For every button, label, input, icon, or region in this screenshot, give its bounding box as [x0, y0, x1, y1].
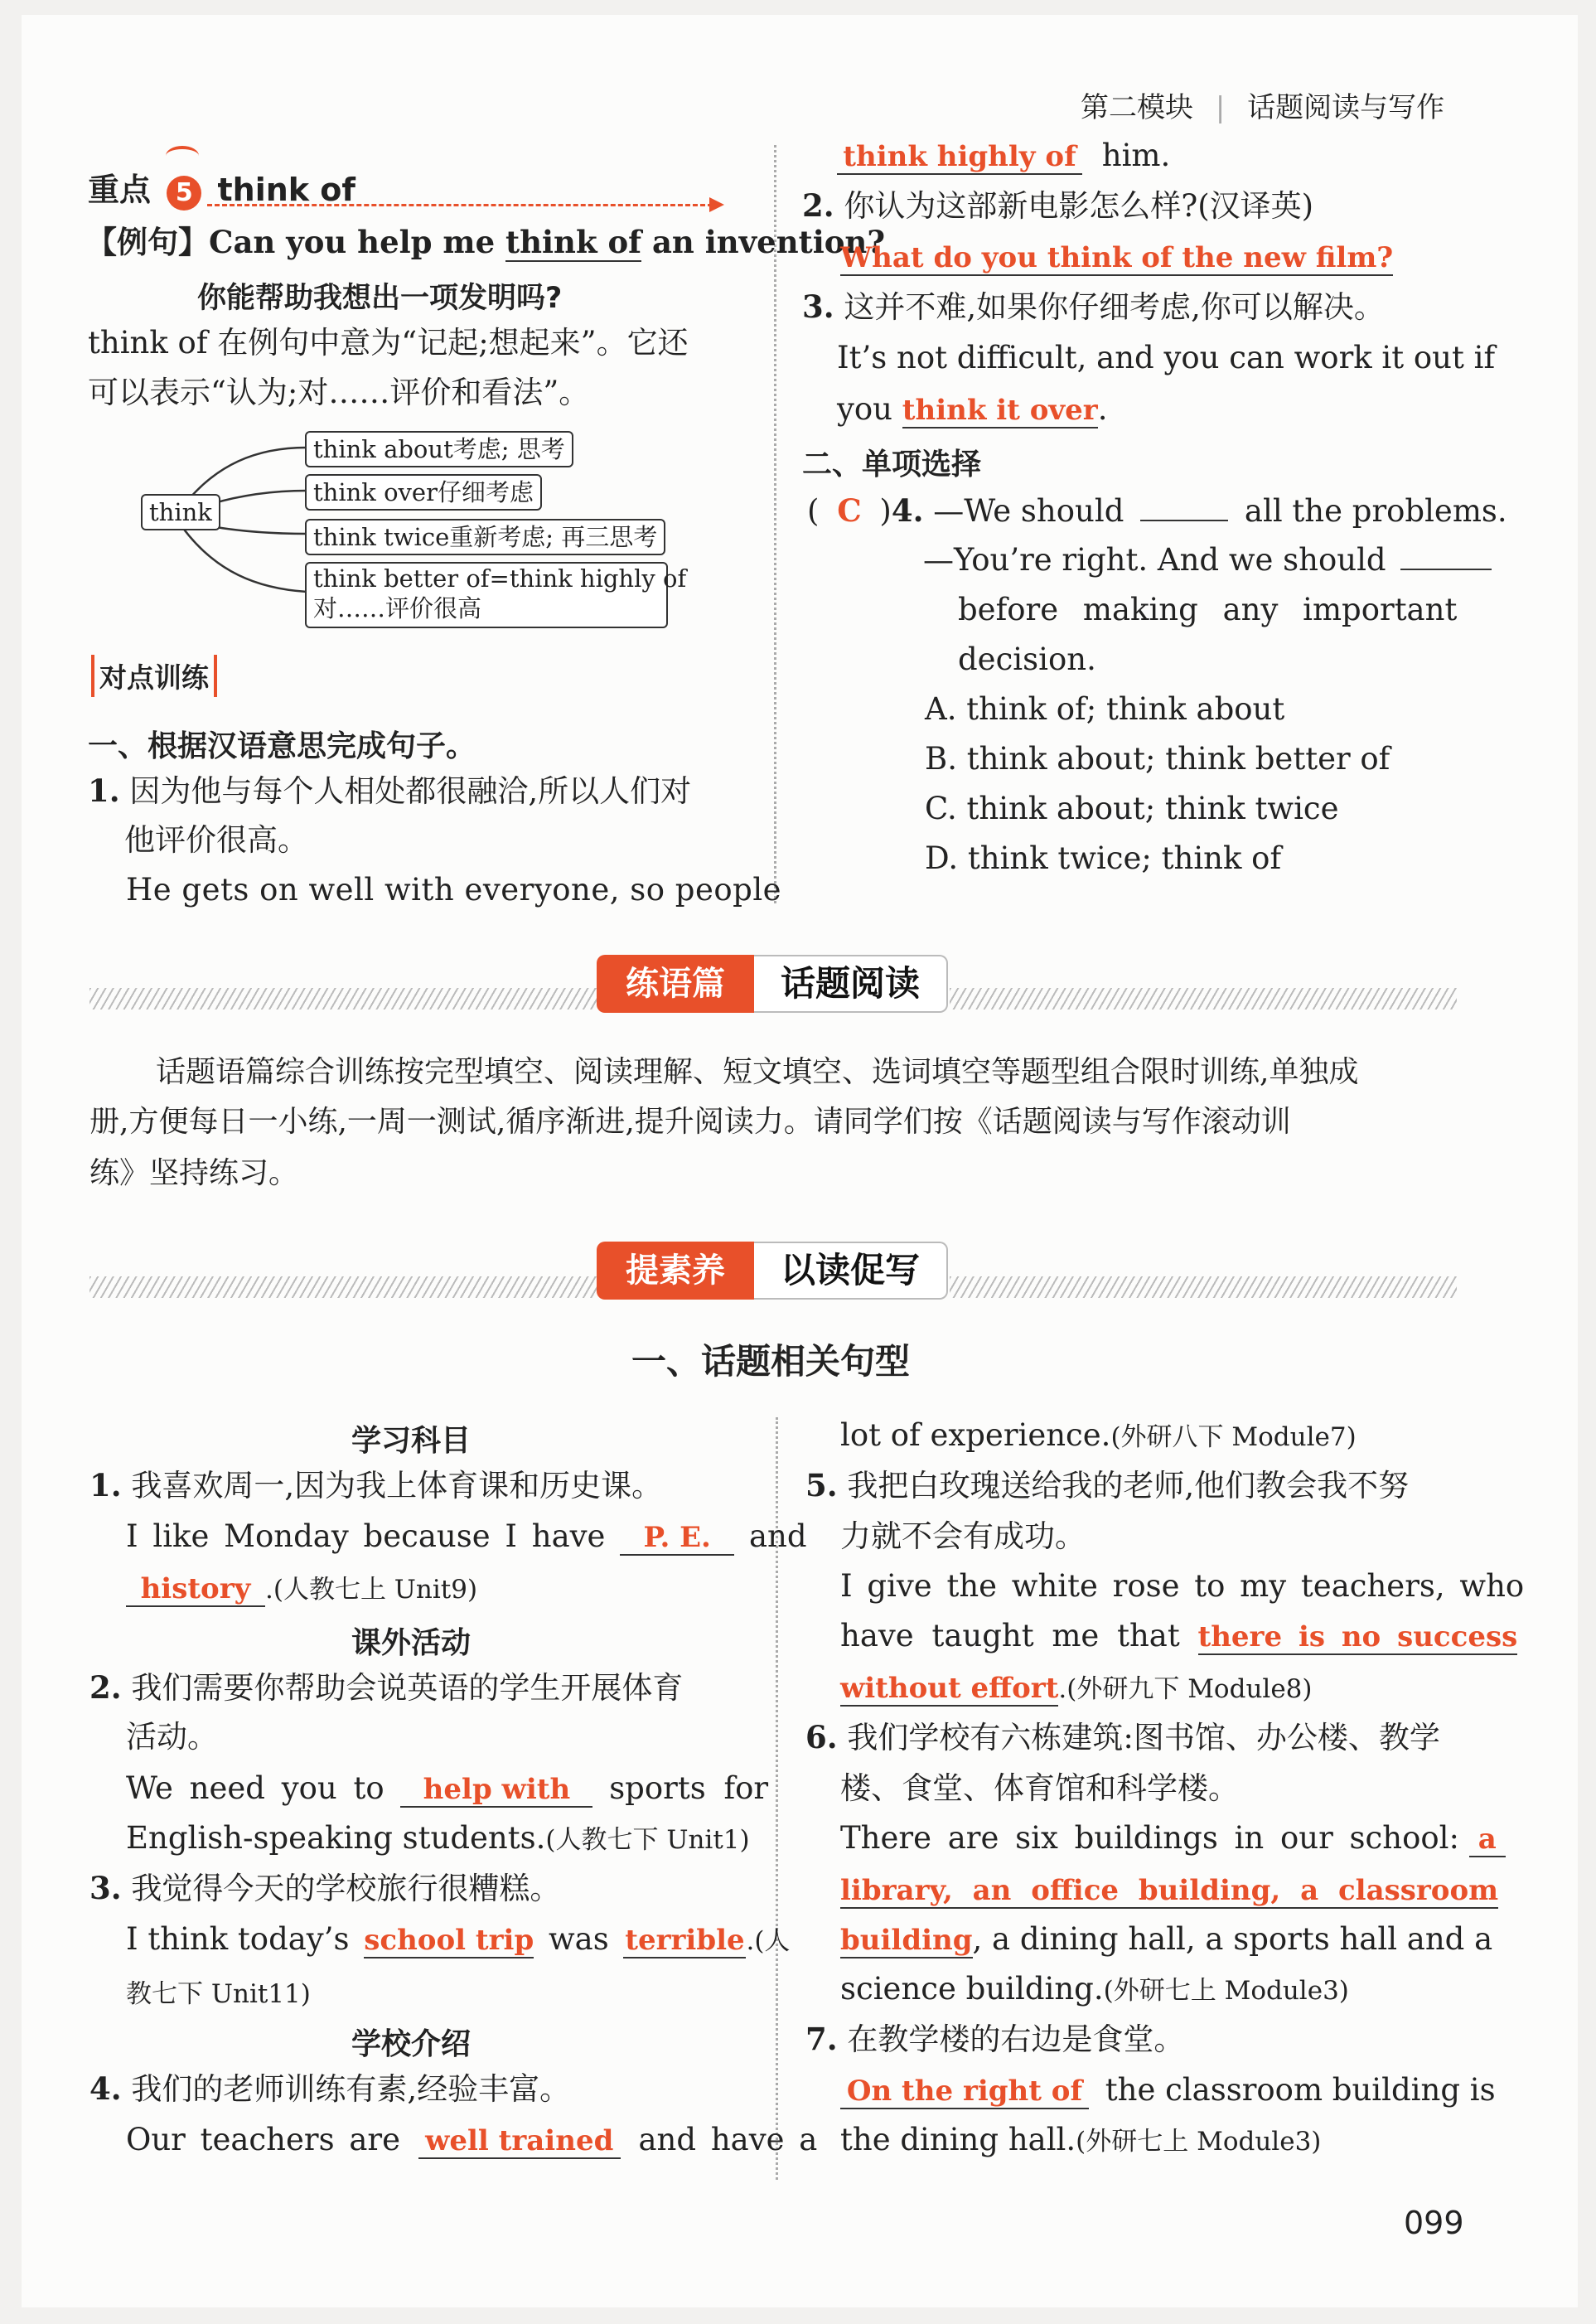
s6-chinese-line2: 楼、食堂、体育馆和科学楼。	[840, 1770, 1239, 1806]
q4-answer: C	[837, 492, 862, 529]
s1-answer-pe: P. E.	[620, 1522, 734, 1556]
s2-answer: help with	[400, 1774, 592, 1808]
s2-english-line2: English-speaking students.(人教七下 Unit1)	[126, 1820, 750, 1856]
section-badge-number: 5	[167, 176, 201, 211]
s1-chinese: 1. 我喜欢周一,因为我上体育课和历史课。	[89, 1467, 663, 1503]
topic-label: 话题阅读与写作	[1247, 91, 1445, 124]
example-translation: 你能帮助我想出一项发明吗?	[197, 282, 563, 315]
q1-answer-line: think highly of him.	[837, 138, 1170, 175]
s7-chinese: 7. 在教学楼的右边是食堂。	[805, 2021, 1185, 2057]
q4-stem-line3: before making any important	[958, 592, 1458, 627]
q1-answer: think highly of	[837, 141, 1082, 175]
s6-english-line3: building, a dining hall, a sports hall and a	[840, 1921, 1492, 1958]
q3-answer-line: you think it over.	[837, 391, 1107, 428]
intro-line1: 话题语篇综合训练按完型填空、阅读理解、短文填空、选词填空等题型组合限时训练,单独成	[156, 1055, 1359, 1089]
q4-stem-line1: ( C )4. —We should all the problems.	[807, 492, 1507, 529]
dashed-arrow	[207, 204, 713, 206]
example-note-line1: think of 在例句中意为“记起;想起来”。它还	[88, 325, 689, 361]
q4-option-b: B. think about; think better of	[925, 741, 1390, 777]
q1-chinese-line1: 1. 因为他与每个人相处都很融洽,所以人们对	[88, 772, 692, 809]
s5-chinese-line1: 5. 我把白玫瑰送给我的老师,他们教会我不努	[805, 1467, 1410, 1503]
intro-line3: 练》坚持练习。	[89, 1156, 299, 1190]
s7-english-line1: On the right of the classroom building is	[840, 2072, 1496, 2109]
banner-writing-right: 以读促写	[754, 1242, 948, 1300]
section-title: 一、话题相关句型	[631, 1341, 911, 1382]
example-keyword: think of	[505, 224, 642, 260]
q4-option-d: D. think twice; think of	[925, 840, 1282, 876]
mindmap-center: think	[141, 494, 220, 530]
heading-activities: 课外活动	[351, 1626, 472, 1660]
q2-answer-line	[840, 239, 1393, 276]
s5-english-line1: I give the white rose to my teachers, who	[840, 1568, 1525, 1604]
s6-english-line2	[840, 1871, 1498, 1909]
page-number: 099	[1404, 2205, 1464, 2241]
q1-chinese-line2: 他评价很高。	[124, 822, 308, 858]
example-note-line2: 可以表示“认为;对……评价和看法”。	[88, 375, 590, 410]
s1-english-line1: I like Monday because I have P. E. and	[126, 1518, 807, 1556]
s5-answer-2: without effort	[840, 1673, 1058, 1707]
section-phrase: think of	[217, 172, 355, 208]
s4-chinese: 4. 我们的老师训练有素,经验丰富。	[89, 2070, 571, 2107]
example-sentence: 【例句】Can you help me think of an invention?	[86, 224, 886, 260]
banner-reading-right: 话题阅读	[754, 955, 948, 1013]
s5-english-line3: without effort.(外研九下 Module8)	[840, 1669, 1313, 1707]
example-label: 【例句】	[86, 225, 209, 260]
q4-stem-line2: —You’re right. And we should	[923, 542, 1492, 579]
s5-english-line2: have taught me that there is no success	[840, 1618, 1517, 1655]
s1-english-line2: history .(人教七上 Unit9)	[126, 1570, 477, 1607]
q3-chinese: 3. 这并不难,如果你仔细考虑,你可以解决。	[802, 288, 1385, 325]
banner-reading	[597, 955, 948, 1013]
s6-answer-2: library, an office building, a classroom	[840, 1875, 1498, 1909]
s3-answer-trip: school trip	[364, 1925, 534, 1958]
s1-answer-history: history	[126, 1573, 265, 1607]
q1-english: He gets on well with everyone, so people	[126, 872, 782, 908]
s2-chinese-line2: 活动。	[126, 1719, 218, 1755]
mindmap-item-over: think over仔细考虑	[305, 474, 542, 511]
module-label: 第二模块	[1081, 91, 1193, 124]
banner-writing	[597, 1242, 948, 1300]
s3-source: 教七下 Unit11)	[126, 1979, 311, 2009]
s2-chinese-line1: 2. 我们需要你帮助会说英语的学生开展体育	[89, 1669, 684, 1706]
s7-english-line2: the dining hall.(外研七上 Module3)	[840, 2122, 1322, 2157]
heading-subjects: 学习科目	[351, 1424, 472, 1458]
s7-answer: On the right of	[840, 2075, 1089, 2109]
q3-answer: think it over	[902, 395, 1098, 428]
s6-answer-3: building	[840, 1925, 973, 1958]
s3-english-line1: I think today’s school trip was terrible.(人	[126, 1921, 790, 1958]
s6-english-line1: There are six buildings in our school: a	[840, 1820, 1506, 1857]
s6-chinese-line1: 6. 我们学校有六栋建筑:图书馆、办公楼、教学	[805, 1719, 1440, 1755]
s4-continued: lot of experience.(外研八下 Module7)	[840, 1417, 1357, 1453]
q3-english: It’s not difficult, and you can work it out if	[837, 340, 1496, 375]
banner-writing-left: 提素养	[597, 1242, 754, 1300]
mindmap-item-twice: think twice重新考虑; 再三思考	[305, 519, 665, 555]
mindmap-item-better: think better of=think highly of 对……评价很高	[305, 562, 668, 628]
arrow-head-icon	[709, 197, 724, 212]
part1-title: 一、根据汉语意思完成句子。	[88, 729, 476, 763]
mindmap-item-about: think about考虑; 思考	[305, 431, 573, 467]
s6-english-line4: science building.(外研七上 Module3)	[840, 1971, 1349, 2007]
q4-option-a: A. think of; think about	[925, 691, 1285, 727]
intro-line2: 册,方便每日一小练,一周一测试,循序渐进,提升阅读力。请同学们按《话题阅读与写作滚动训	[89, 1105, 1291, 1139]
heading-school: 学校介绍	[351, 2027, 472, 2061]
q4-stem-line4: decision.	[958, 642, 1096, 677]
q2-chinese: 2. 你认为这部新电影怎么样?(汉译英)	[802, 187, 1314, 224]
part2-title: 二、单项选择	[802, 448, 982, 482]
banner-reading-left: 练语篇	[597, 955, 754, 1013]
s3-chinese: 3. 我觉得今天的学校旅行很糟糕。	[89, 1870, 561, 1906]
section-badge-prefix: 重点	[88, 172, 152, 208]
mindmap-connectors	[133, 431, 315, 630]
s6-answer-1: a	[1469, 1823, 1506, 1857]
s3-answer-terrible: terrible	[623, 1925, 746, 1958]
training-tag: 对点训练	[91, 655, 217, 697]
s4-english: Our teachers are well trained and have a	[126, 2122, 817, 2159]
s2-english-line1: We need you to help with sports for	[126, 1770, 768, 1808]
header: 第二模块 | 话题阅读与写作	[1081, 91, 1445, 124]
signal-icon	[166, 146, 199, 166]
q2-answer: What do you think of the new film?	[840, 242, 1393, 276]
s4-answer: well trained	[418, 2125, 621, 2159]
s5-answer-1: there is no success	[1198, 1621, 1518, 1655]
q4-option-c: C. think about; think twice	[925, 791, 1339, 826]
s5-chinese-line2: 力就不会有成功。	[840, 1518, 1086, 1554]
